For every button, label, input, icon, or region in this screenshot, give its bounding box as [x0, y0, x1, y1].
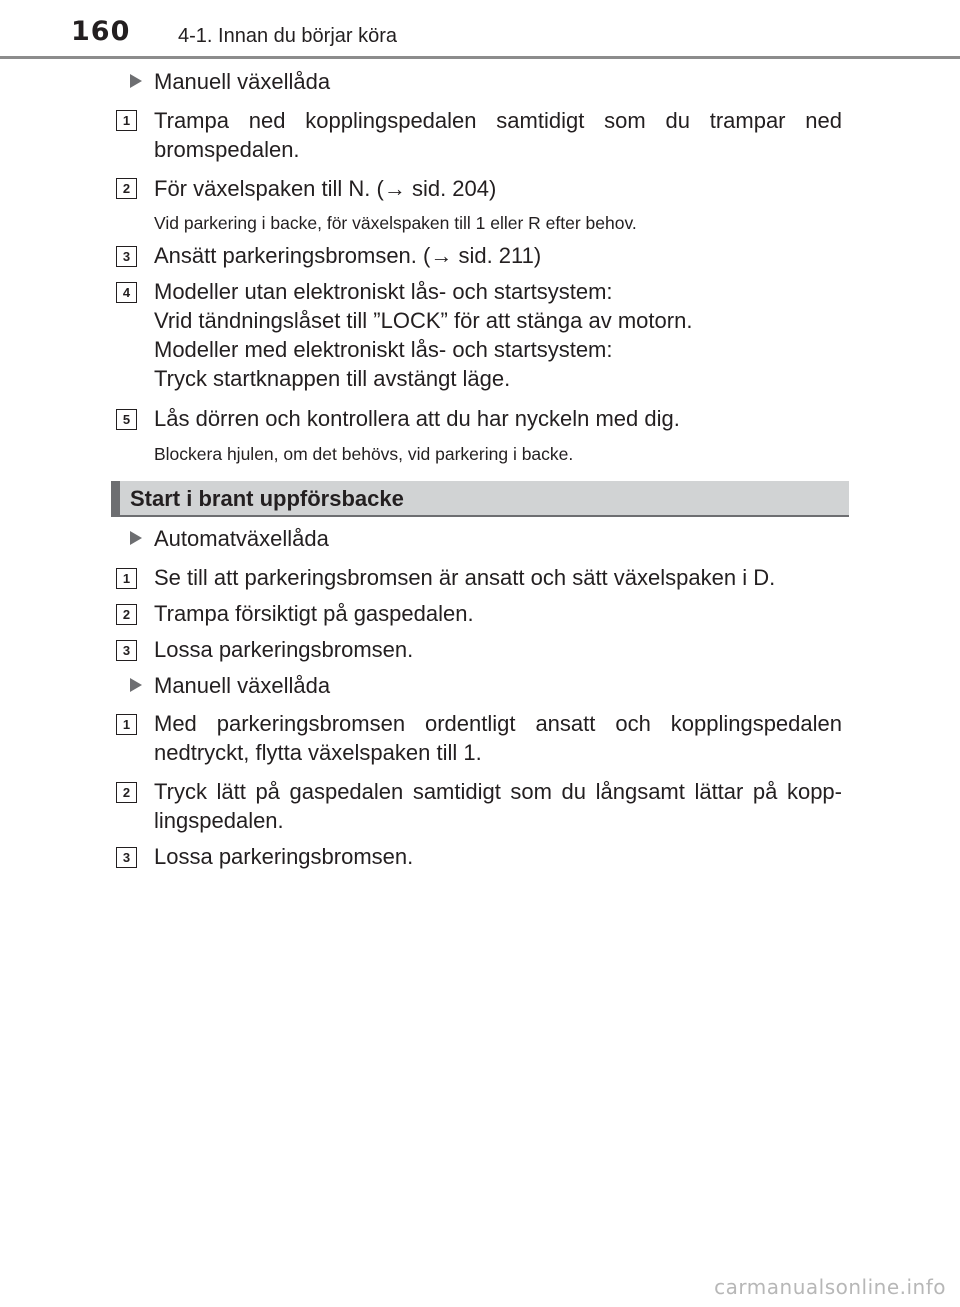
step-text: Se till att parkeringsbromsen är ansatt och sätt växelspaken i D.: [154, 565, 776, 590]
header-rule: [0, 56, 960, 59]
step-text: Modeller utan elektroniskt lås- och startsystem: Vrid tändningslåset till ”LOCK” för att stänga av motorn. Modeller med elektroniskt lås- och startsystem: Tryck startknappen till avstängt läge.: [154, 279, 693, 391]
step-number: 2: [116, 782, 137, 803]
step-text: Trampa försiktigt på gaspedalen.: [154, 601, 474, 626]
watermark: carmanualsonline.info: [714, 1275, 946, 1299]
step-number: 1: [116, 568, 137, 589]
step-text: Tryck lätt på gaspedalen samtidigt som du långsamt lättar på kopp- lingspedalen.: [154, 779, 842, 833]
step-number: 3: [116, 847, 137, 868]
step-text: Trampa ned kopplingspedalen samtidigt som du trampar ned bromspedalen.: [154, 108, 842, 162]
triangle-bullet-icon: [130, 678, 142, 692]
page-number: 160: [71, 16, 131, 47]
subhead-automatic: Automatväxellåda: [130, 525, 329, 553]
section-heading-box: [111, 481, 849, 517]
step-number: 2: [116, 604, 137, 625]
step-number: 3: [116, 246, 137, 267]
step-number: 2: [116, 178, 137, 199]
subhead-manual-1: Manuell växellåda: [130, 68, 330, 96]
step-text: Lås dörren och kontrollera att du har nyckeln med dig.: [154, 406, 680, 431]
subhead-manual-2: Manuell växellåda: [130, 672, 330, 700]
section-title: 4-1. Innan du börjar köra: [178, 25, 398, 47]
step-text: Ansätt parkeringsbromsen. (→ sid. 211): [154, 243, 542, 268]
triangle-bullet-icon: [130, 74, 142, 88]
step-note: Vid parkering i backe, för växelspaken till 1 eller R efter behov.: [154, 213, 637, 233]
step-number: 5: [116, 409, 137, 430]
step-number: 4: [116, 282, 137, 303]
step-text: Lossa parkeringsbromsen.: [154, 844, 414, 869]
step-text: För växelspaken till N. (→ sid. 204): [154, 176, 497, 201]
step-text: Lossa parkeringsbromsen.: [154, 637, 414, 662]
step-number: 3: [116, 640, 137, 661]
step-note: Blockera hjulen, om det behövs, vid parkering i backe.: [154, 444, 574, 464]
step-number: 1: [116, 714, 137, 735]
triangle-bullet-icon: [130, 531, 142, 545]
step-number: 1: [116, 110, 137, 131]
page-header: [0, 0, 960, 60]
step-text: Med parkeringsbromsen ordentligt ansatt och kopplingspedalen nedtryckt, flytta växelspaken till 1.: [154, 711, 842, 765]
section-heading: Start i brant uppförsbacke: [130, 486, 404, 511]
